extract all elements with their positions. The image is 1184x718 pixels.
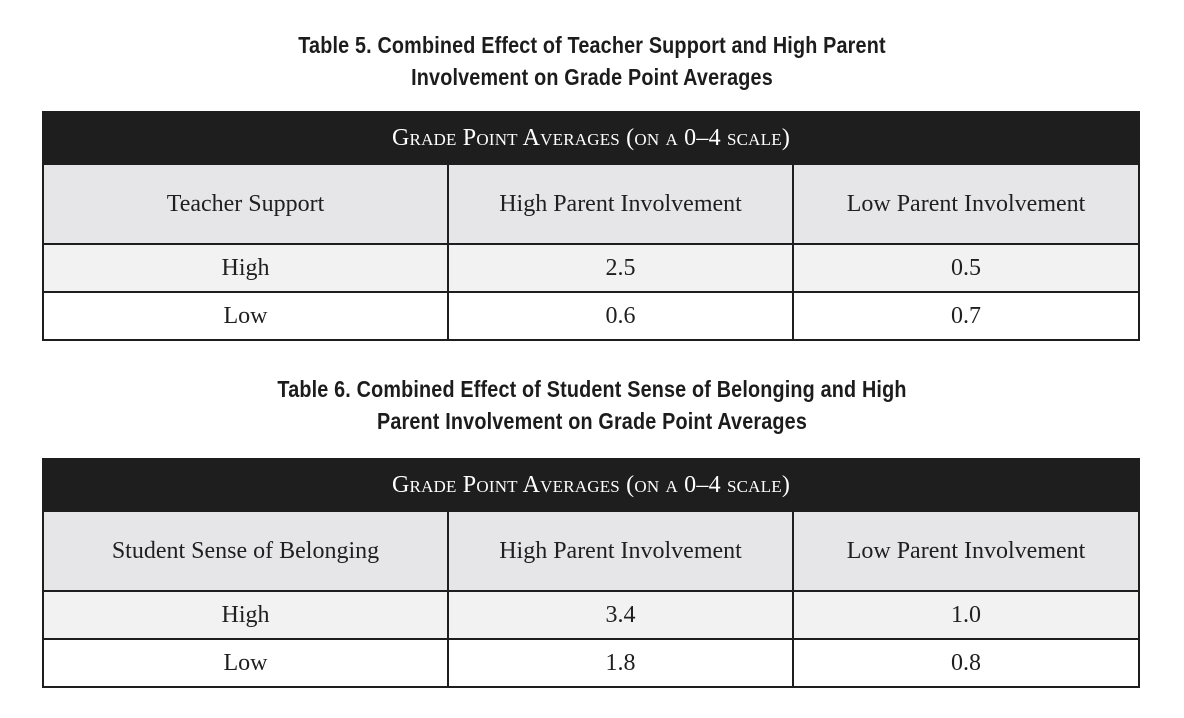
table5-title-line1: Table 5. Combined Effect of Teacher Support and High Parent	[298, 32, 886, 58]
table6	[42, 458, 1140, 688]
table6-title-line2: Parent Involvement on Grade Point Averages	[376, 408, 808, 434]
table6-header-student-sense-of-belonging: Student Sense of Belonging	[43, 511, 448, 591]
table6-header-high-parent-involvement: High Parent Involvement	[448, 511, 793, 591]
table5-banner-row	[43, 112, 1139, 164]
table-row	[43, 639, 1139, 687]
table6-row-high-label: High	[43, 591, 448, 639]
table6-title	[83, 373, 1101, 437]
table6-banner: Grade Point Averages (on a 0–4 scale)	[43, 459, 1139, 511]
table5-row-high-high-parent-value: 2.5	[448, 244, 793, 292]
table5-row-low-low-parent-value: 0.7	[793, 292, 1139, 340]
table6-header-low-parent-involvement: Low Parent Involvement	[793, 511, 1139, 591]
table6-row-low-low-parent-value: 0.8	[793, 639, 1139, 687]
table5-row-high-label: High	[43, 244, 448, 292]
table6-row-low-high-parent-value: 1.8	[448, 639, 793, 687]
table5-banner: Grade Point Averages (on a 0–4 scale)	[43, 112, 1139, 164]
table5-header-teacher-support: Teacher Support	[43, 164, 448, 244]
table5-header-high-parent-involvement: High Parent Involvement	[448, 164, 793, 244]
table-row	[43, 591, 1139, 639]
table6-row-high-low-parent-value: 1.0	[793, 591, 1139, 639]
table6-row-high-high-parent-value: 3.4	[448, 591, 793, 639]
table6-title-line1: Table 6. Combined Effect of Student Sense of Belonging and High	[277, 376, 907, 402]
table5-title	[83, 29, 1101, 93]
table5-header-low-parent-involvement: Low Parent Involvement	[793, 164, 1139, 244]
table5-row-low-label: Low	[43, 292, 448, 340]
table5-header-row	[43, 164, 1139, 244]
table-row	[43, 292, 1139, 340]
table5-row-low-high-parent-value: 0.6	[448, 292, 793, 340]
table-row	[43, 244, 1139, 292]
table6-row-low-label: Low	[43, 639, 448, 687]
table6-header-row	[43, 511, 1139, 591]
table5-title-line2: Involvement on Grade Point Averages	[411, 64, 773, 90]
table5	[42, 111, 1140, 341]
table5-row-high-low-parent-value: 0.5	[793, 244, 1139, 292]
table6-banner-row	[43, 459, 1139, 511]
